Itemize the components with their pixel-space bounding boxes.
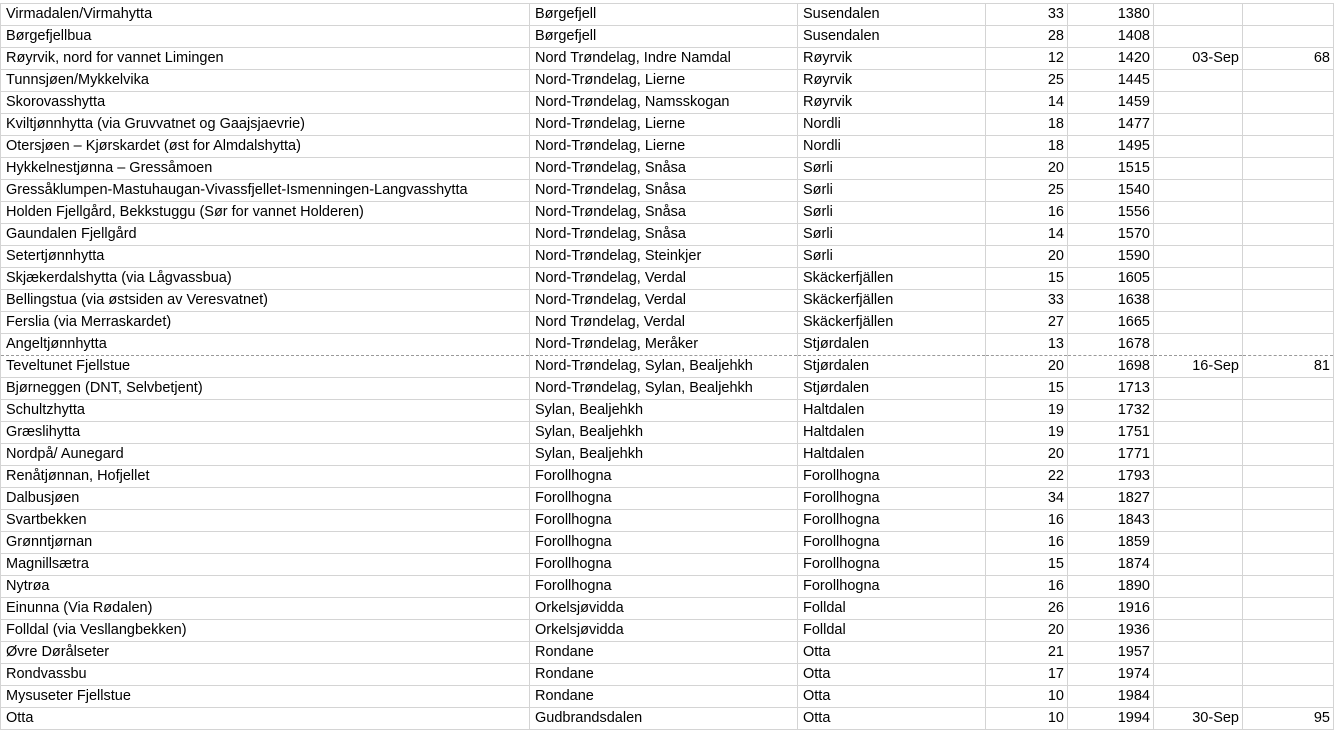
cell-stage-name[interactable]: Folldal (via Vesllangbekken) [1,620,530,642]
cell-date[interactable] [1154,686,1243,708]
cell-day-number[interactable] [1243,224,1334,246]
cell-distance[interactable]: 13 [986,334,1068,356]
cell-distance[interactable]: 21 [986,642,1068,664]
cell-area[interactable]: Folldal [798,598,986,620]
cell-distance[interactable]: 20 [986,444,1068,466]
cell-date[interactable] [1154,312,1243,334]
table-row [1,686,1334,708]
cell-area[interactable]: Sørli [798,202,986,224]
cell-distance[interactable]: 28 [986,26,1068,48]
cell-region[interactable]: Forollhogna [530,532,798,554]
cell-cumulative-distance[interactable]: 1751 [1068,422,1154,444]
cell-cumulative-distance[interactable]: 1957 [1068,642,1154,664]
cell-cumulative-distance[interactable]: 1556 [1068,202,1154,224]
table-row [1,4,1334,26]
cell-date[interactable] [1154,268,1243,290]
cell-region[interactable]: Børgefjell [530,4,798,26]
cell-day-number[interactable] [1243,488,1334,510]
cell-cumulative-distance[interactable]: 1420 [1068,48,1154,70]
table-row [1,158,1334,180]
cell-area[interactable]: Sørli [798,224,986,246]
cell-area[interactable]: Forollhogna [798,576,986,598]
table-row [1,136,1334,158]
cell-cumulative-distance[interactable]: 1994 [1068,708,1154,730]
cell-area[interactable]: Sørli [798,246,986,268]
cell-stage-name[interactable]: Mysuseter Fjellstue [1,686,530,708]
cell-stage-name[interactable]: Otersjøen – Kjørskardet (øst for Almdalshytta) [1,136,530,158]
cell-date[interactable] [1154,422,1243,444]
cell-stage-name[interactable]: Gressåklumpen-Mastuhaugan-Vivassfjellet-Ismenningen-Langvasshytta [1,180,530,202]
cell-day-number[interactable] [1243,246,1334,268]
cell-day-number[interactable]: 68 [1243,48,1334,70]
cell-region[interactable]: Rondane [530,642,798,664]
cell-stage-name[interactable]: Setertjønnhytta [1,246,530,268]
cell-day-number[interactable] [1243,510,1334,532]
cell-region[interactable]: Nord-Trøndelag, Snåsa [530,180,798,202]
cell-stage-name[interactable]: Skorovasshytta [1,92,530,114]
cell-cumulative-distance[interactable]: 1605 [1068,268,1154,290]
cell-cumulative-distance[interactable]: 1793 [1068,466,1154,488]
cell-distance[interactable]: 17 [986,664,1068,686]
cell-region[interactable]: Nord-Trøndelag, Lierne [530,136,798,158]
table-row [1,92,1334,114]
cell-distance[interactable]: 16 [986,532,1068,554]
cell-stage-name[interactable]: Svartbekken [1,510,530,532]
cell-area[interactable]: Susendalen [798,26,986,48]
cell-stage-name[interactable]: Grønntjørnan [1,532,530,554]
cell-date[interactable] [1154,136,1243,158]
cell-date[interactable] [1154,488,1243,510]
cell-date[interactable] [1154,334,1243,356]
cell-day-number[interactable] [1243,620,1334,642]
table-row [1,554,1334,576]
cell-day-number[interactable] [1243,576,1334,598]
cell-cumulative-distance[interactable]: 1380 [1068,4,1154,26]
cell-date[interactable] [1154,158,1243,180]
cell-area[interactable]: Røyrvik [798,92,986,114]
cell-region[interactable]: Nord-Trøndelag, Sylan, Bealjehkh [530,378,798,400]
cell-region[interactable]: Nord-Trøndelag, Snåsa [530,158,798,180]
table-row [1,444,1334,466]
cell-cumulative-distance[interactable]: 1827 [1068,488,1154,510]
cell-region[interactable]: Forollhogna [530,576,798,598]
cell-area[interactable]: Stjørdalen [798,356,986,378]
cell-date[interactable] [1154,576,1243,598]
cell-region[interactable]: Sylan, Bealjehkh [530,444,798,466]
cell-day-number[interactable] [1243,4,1334,26]
cell-distance[interactable]: 20 [986,246,1068,268]
cell-area[interactable]: Skäckerfjällen [798,268,986,290]
cell-distance[interactable]: 27 [986,312,1068,334]
cell-date[interactable] [1154,466,1243,488]
cell-date[interactable] [1154,620,1243,642]
cell-distance[interactable]: 19 [986,422,1068,444]
cell-day-number[interactable] [1243,92,1334,114]
cell-area[interactable]: Forollhogna [798,488,986,510]
cell-area[interactable]: Sørli [798,180,986,202]
cell-day-number[interactable] [1243,180,1334,202]
cell-area[interactable]: Haltdalen [798,422,986,444]
cell-cumulative-distance[interactable]: 1445 [1068,70,1154,92]
cell-date[interactable] [1154,70,1243,92]
cell-cumulative-distance[interactable]: 1713 [1068,378,1154,400]
cell-region[interactable]: Nord-Trøndelag, Sylan, Bealjehkh [530,356,798,378]
cell-cumulative-distance[interactable]: 1477 [1068,114,1154,136]
cell-date[interactable]: 30-Sep [1154,708,1243,730]
cell-day-number[interactable] [1243,642,1334,664]
cell-date[interactable] [1154,554,1243,576]
cell-stage-name[interactable]: Angeltjønnhytta [1,334,530,356]
cell-day-number[interactable] [1243,290,1334,312]
cell-region[interactable]: Nord Trøndelag, Indre Namdal [530,48,798,70]
cell-distance[interactable]: 18 [986,136,1068,158]
cell-day-number[interactable] [1243,686,1334,708]
cell-stage-name[interactable]: Rondvassbu [1,664,530,686]
cell-day-number[interactable] [1243,554,1334,576]
cell-region[interactable]: Nord-Trøndelag, Meråker [530,334,798,356]
cell-date[interactable] [1154,246,1243,268]
cell-cumulative-distance[interactable]: 1843 [1068,510,1154,532]
cell-region[interactable]: Nord Trøndelag, Verdal [530,312,798,334]
cell-area[interactable]: Folldal [798,620,986,642]
cell-cumulative-distance[interactable]: 1936 [1068,620,1154,642]
cell-stage-name[interactable]: Kviltjønnhytta (via Gruvvatnet og Gaajsjaevrie) [1,114,530,136]
cell-day-number[interactable]: 95 [1243,708,1334,730]
cell-stage-name[interactable]: Magnillsætra [1,554,530,576]
cell-date[interactable]: 03-Sep [1154,48,1243,70]
cell-area[interactable]: Otta [798,686,986,708]
cell-distance[interactable]: 16 [986,576,1068,598]
cell-region[interactable]: Forollhogna [530,510,798,532]
cell-distance[interactable]: 15 [986,378,1068,400]
cell-cumulative-distance[interactable]: 1408 [1068,26,1154,48]
cell-area[interactable]: Haltdalen [798,400,986,422]
cell-stage-name[interactable]: Ferslia (via Merraskardet) [1,312,530,334]
cell-cumulative-distance[interactable]: 1678 [1068,334,1154,356]
cell-stage-name[interactable]: Bjørneggen (DNT, Selvbetjent) [1,378,530,400]
cell-stage-name[interactable]: Børgefjellbua [1,26,530,48]
cell-region[interactable]: Orkelsjøvidda [530,598,798,620]
cell-distance[interactable]: 20 [986,620,1068,642]
cell-stage-name[interactable]: Renåtjønnan, Hofjellet [1,466,530,488]
cell-area[interactable]: Forollhogna [798,466,986,488]
table-row [1,466,1334,488]
table-row [1,378,1334,400]
cell-day-number[interactable] [1243,268,1334,290]
cell-area[interactable]: Røyrvik [798,70,986,92]
cell-stage-name[interactable]: Nytrøa [1,576,530,598]
cell-day-number[interactable] [1243,444,1334,466]
cell-day-number[interactable] [1243,598,1334,620]
cell-distance[interactable]: 25 [986,180,1068,202]
cell-stage-name[interactable]: Græslihytta [1,422,530,444]
cell-distance[interactable]: 20 [986,356,1068,378]
cell-cumulative-distance[interactable]: 1495 [1068,136,1154,158]
cell-stage-name[interactable]: Schultzhytta [1,400,530,422]
cell-distance[interactable]: 20 [986,158,1068,180]
cell-stage-name[interactable]: Bellingstua (via østsiden av Veresvatnet) [1,290,530,312]
cell-cumulative-distance[interactable]: 1515 [1068,158,1154,180]
table-row [1,224,1334,246]
cell-region[interactable]: Sylan, Bealjehkh [530,422,798,444]
table-row [1,708,1334,730]
table-row [1,334,1334,356]
cell-date[interactable] [1154,598,1243,620]
cell-distance[interactable]: 14 [986,92,1068,114]
cell-day-number[interactable] [1243,664,1334,686]
cell-distance[interactable]: 26 [986,598,1068,620]
table-row [1,246,1334,268]
cell-area[interactable]: Otta [798,664,986,686]
cell-area[interactable]: Forollhogna [798,554,986,576]
cell-stage-name[interactable]: Øvre Dørålseter [1,642,530,664]
table-row [1,268,1334,290]
cell-area[interactable]: Forollhogna [798,532,986,554]
cell-distance[interactable]: 33 [986,290,1068,312]
table-row [1,70,1334,92]
table-row [1,290,1334,312]
cell-distance[interactable]: 16 [986,510,1068,532]
cell-area[interactable]: Stjørdalen [798,378,986,400]
cell-date[interactable] [1154,180,1243,202]
cell-cumulative-distance[interactable]: 1590 [1068,246,1154,268]
cell-day-number[interactable] [1243,400,1334,422]
cell-cumulative-distance[interactable]: 1859 [1068,532,1154,554]
cell-region[interactable]: Nord-Trøndelag, Lierne [530,114,798,136]
table-row [1,356,1334,378]
table-row [1,642,1334,664]
cell-distance[interactable]: 18 [986,114,1068,136]
table-row [1,488,1334,510]
cell-region[interactable]: Rondane [530,664,798,686]
cell-stage-name[interactable]: Hykkelnestjønna – Gressåmoen [1,158,530,180]
cell-distance[interactable]: 15 [986,268,1068,290]
cell-distance[interactable]: 12 [986,48,1068,70]
cell-stage-name[interactable]: Virmadalen/Virmahytta [1,4,530,26]
cell-date[interactable] [1154,664,1243,686]
cell-region[interactable]: Sylan, Bealjehkh [530,400,798,422]
table-row [1,510,1334,532]
table-row [1,576,1334,598]
cell-region[interactable]: Forollhogna [530,554,798,576]
cell-stage-name[interactable]: Tunnsjøen/Mykkelvika [1,70,530,92]
cell-distance[interactable]: 14 [986,224,1068,246]
cell-region[interactable]: Nord-Trøndelag, Snåsa [530,224,798,246]
cell-cumulative-distance[interactable]: 1638 [1068,290,1154,312]
table-row [1,620,1334,642]
table-body [1,4,1334,730]
cell-day-number[interactable] [1243,532,1334,554]
table-row [1,400,1334,422]
cell-area[interactable]: Otta [798,642,986,664]
cell-distance[interactable]: 22 [986,466,1068,488]
cell-date[interactable]: 16-Sep [1154,356,1243,378]
cell-cumulative-distance[interactable]: 1459 [1068,92,1154,114]
cell-date[interactable] [1154,114,1243,136]
cell-distance[interactable]: 15 [986,554,1068,576]
cell-region[interactable]: Forollhogna [530,466,798,488]
table-row [1,422,1334,444]
cell-region[interactable]: Nord-Trøndelag, Lierne [530,70,798,92]
cell-day-number[interactable] [1243,70,1334,92]
cell-stage-name[interactable]: Otta [1,708,530,730]
cell-day-number[interactable] [1243,422,1334,444]
cell-distance[interactable]: 33 [986,4,1068,26]
cell-date[interactable] [1154,378,1243,400]
cell-area[interactable]: Skäckerfjällen [798,290,986,312]
cell-area[interactable]: Forollhogna [798,510,986,532]
cell-day-number[interactable] [1243,202,1334,224]
cell-stage-name[interactable]: Røyrvik, nord for vannet Limingen [1,48,530,70]
table-row [1,48,1334,70]
cell-region[interactable]: Nord-Trøndelag, Verdal [530,290,798,312]
cell-distance[interactable]: 25 [986,70,1068,92]
cell-stage-name[interactable]: Gaundalen Fjellgård [1,224,530,246]
cell-day-number[interactable] [1243,334,1334,356]
cell-date[interactable] [1154,400,1243,422]
cell-stage-name[interactable]: Dalbusjøen [1,488,530,510]
cell-distance[interactable]: 16 [986,202,1068,224]
table-row [1,532,1334,554]
table-row [1,202,1334,224]
cell-date[interactable] [1154,26,1243,48]
cell-cumulative-distance[interactable]: 1732 [1068,400,1154,422]
cell-date[interactable] [1154,290,1243,312]
cell-day-number[interactable] [1243,312,1334,334]
table-row [1,664,1334,686]
cell-region[interactable]: Rondane [530,686,798,708]
cell-date[interactable] [1154,4,1243,26]
cell-distance[interactable]: 19 [986,400,1068,422]
cell-cumulative-distance[interactable]: 1890 [1068,576,1154,598]
cell-stage-name[interactable]: Holden Fjellgård, Bekkstuggu (Sør for vannet Holderen) [1,202,530,224]
cell-date[interactable] [1154,224,1243,246]
cell-cumulative-distance[interactable]: 1665 [1068,312,1154,334]
table-row [1,312,1334,334]
cell-cumulative-distance[interactable]: 1974 [1068,664,1154,686]
cell-distance[interactable]: 10 [986,708,1068,730]
cell-cumulative-distance[interactable]: 1874 [1068,554,1154,576]
table-row [1,114,1334,136]
cell-cumulative-distance[interactable]: 1916 [1068,598,1154,620]
cell-area[interactable]: Skäckerfjällen [798,312,986,334]
route-table [0,3,1334,730]
cell-date[interactable] [1154,444,1243,466]
cell-stage-name[interactable]: Skjækerdalshytta (via Lågvassbua) [1,268,530,290]
cell-area[interactable]: Stjørdalen [798,334,986,356]
table-row [1,180,1334,202]
cell-day-number[interactable]: 81 [1243,356,1334,378]
cell-cumulative-distance[interactable]: 1540 [1068,180,1154,202]
cell-cumulative-distance[interactable]: 1570 [1068,224,1154,246]
cell-area[interactable]: Nordli [798,114,986,136]
cell-day-number[interactable] [1243,114,1334,136]
cell-region[interactable]: Nord-Trøndelag, Verdal [530,268,798,290]
cell-region[interactable]: Nord-Trøndelag, Steinkjer [530,246,798,268]
cell-region[interactable]: Forollhogna [530,488,798,510]
cell-area[interactable]: Haltdalen [798,444,986,466]
cell-cumulative-distance[interactable]: 1771 [1068,444,1154,466]
cell-region[interactable]: Børgefjell [530,26,798,48]
cell-stage-name[interactable]: Nordpå/ Aunegard [1,444,530,466]
table-row [1,598,1334,620]
cell-region[interactable]: Nord-Trøndelag, Snåsa [530,202,798,224]
cell-date[interactable] [1154,642,1243,664]
cell-area[interactable]: Sørli [798,158,986,180]
cell-date[interactable] [1154,532,1243,554]
table-row [1,26,1334,48]
cell-region[interactable]: Gudbrandsdalen [530,708,798,730]
cell-day-number[interactable] [1243,26,1334,48]
cell-day-number[interactable] [1243,466,1334,488]
cell-distance[interactable]: 34 [986,488,1068,510]
cell-area[interactable]: Nordli [798,136,986,158]
cell-date[interactable] [1154,510,1243,532]
cell-region[interactable]: Nord-Trøndelag, Namsskogan [530,92,798,114]
cell-distance[interactable]: 10 [986,686,1068,708]
cell-region[interactable]: Orkelsjøvidda [530,620,798,642]
cell-area[interactable]: Røyrvik [798,48,986,70]
cell-day-number[interactable] [1243,378,1334,400]
cell-stage-name[interactable]: Teveltunet Fjellstue [1,356,530,378]
cell-date[interactable] [1154,92,1243,114]
cell-day-number[interactable] [1243,158,1334,180]
cell-date[interactable] [1154,202,1243,224]
cell-cumulative-distance[interactable]: 1698 [1068,356,1154,378]
cell-day-number[interactable] [1243,136,1334,158]
cell-stage-name[interactable]: Einunna (Via Rødalen) [1,598,530,620]
cell-area[interactable]: Susendalen [798,4,986,26]
cell-area[interactable]: Otta [798,708,986,730]
cell-cumulative-distance[interactable]: 1984 [1068,686,1154,708]
